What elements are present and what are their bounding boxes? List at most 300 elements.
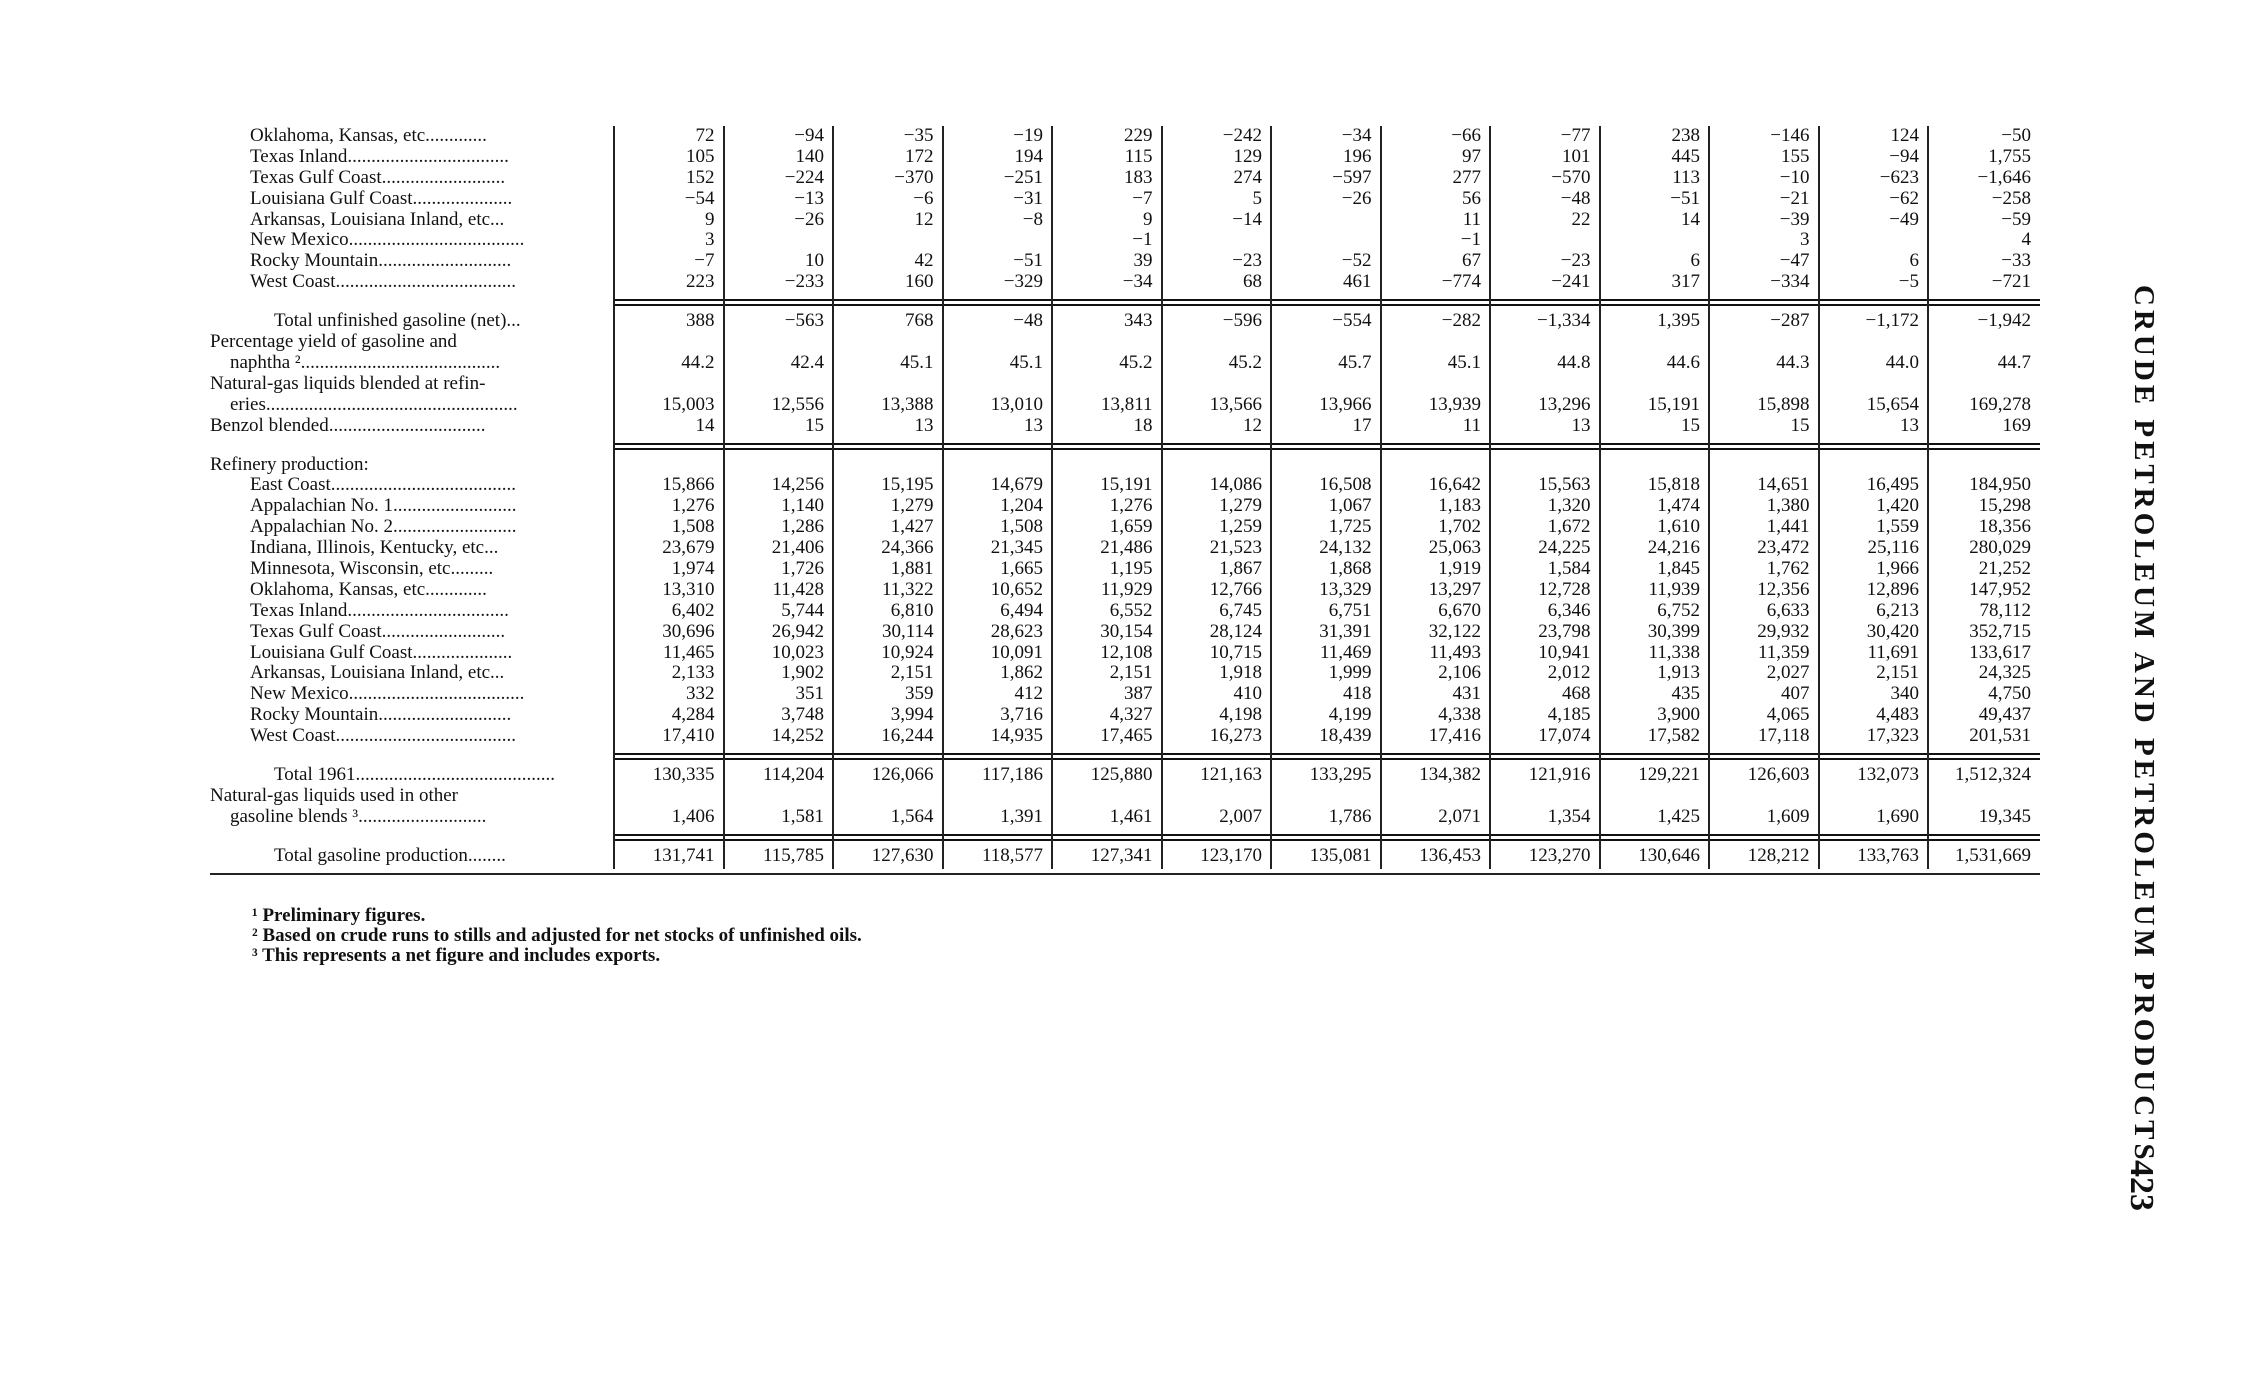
table-cell: 201,531 xyxy=(1969,725,2031,747)
table-cell: −51 xyxy=(1670,187,1700,209)
table-cell: 14,651 xyxy=(1757,474,1810,496)
table-cell: 16,273 xyxy=(1209,725,1262,747)
table-cell: 11 xyxy=(1462,208,1481,230)
row-label xyxy=(210,786,610,828)
table-cell: 6,402 xyxy=(671,599,715,621)
table-cell: 25,063 xyxy=(1428,537,1481,559)
row-label-text: Texas Gulf Coast.......................... xyxy=(250,621,506,642)
table-cell: 2,133 xyxy=(671,662,715,684)
table-cell: 1,919 xyxy=(1438,557,1481,579)
table-cell: −21 xyxy=(1779,187,1810,209)
table-cell: −54 xyxy=(684,187,715,209)
table-cell: 114,204 xyxy=(762,763,824,785)
table-cell: 155 xyxy=(1781,145,1810,167)
table-cell: 445 xyxy=(1671,145,1700,167)
table-cell: 410 xyxy=(1233,683,1262,705)
row-label-text: New Mexico..................................... xyxy=(250,230,525,251)
table-cell: 1,286 xyxy=(781,516,824,538)
table-cell: 1,672 xyxy=(1547,516,1591,538)
footnotes xyxy=(252,906,862,966)
table-cell: 72 xyxy=(695,125,715,146)
table-cell: 280,029 xyxy=(1969,537,2031,559)
column-rule xyxy=(1599,126,1601,869)
table-cell: −570 xyxy=(1551,166,1591,188)
table-cell: 24,216 xyxy=(1647,537,1700,559)
row-label xyxy=(210,559,610,580)
table-cell: −47 xyxy=(1779,250,1810,272)
table-cell: 18,439 xyxy=(1319,725,1372,747)
table-cell: 14,256 xyxy=(771,474,824,496)
table-row xyxy=(210,332,2040,374)
row-label-text: Benzol blended................................. xyxy=(210,415,486,436)
table-cell: 125,880 xyxy=(1090,763,1153,785)
table-row xyxy=(210,374,2040,416)
table-cell: 44.3 xyxy=(1776,351,1810,373)
table-cell: 1,868 xyxy=(1328,557,1372,579)
table-cell: 13 xyxy=(1571,414,1591,436)
footnote-3: ³ This represents a net figure and includes exports. xyxy=(252,945,661,966)
table-cell: 45.2 xyxy=(1119,351,1153,373)
table-cell: 131,741 xyxy=(652,844,715,866)
table-cell: 1,183 xyxy=(1438,495,1481,517)
table-cell: 13 xyxy=(1900,414,1919,436)
table-cell: 49,437 xyxy=(1978,704,2031,726)
column-rule xyxy=(1380,126,1382,869)
table-cell: −251 xyxy=(1003,166,1043,188)
table-cell: 13,310 xyxy=(662,578,715,600)
table-cell: 1,276 xyxy=(1109,495,1153,517)
table-cell: 2,027 xyxy=(1766,662,1810,684)
column-rule xyxy=(1161,126,1163,869)
table-cell: 15,191 xyxy=(1647,393,1700,415)
table-cell: 359 xyxy=(905,683,934,705)
table-cell: 1,508 xyxy=(1000,516,1043,538)
table-cell: 10 xyxy=(805,250,824,272)
table-cell: 169 xyxy=(2002,414,2031,436)
table-cell: 130,335 xyxy=(652,763,715,785)
table-cell: 123,270 xyxy=(1528,844,1591,866)
table-cell: 468 xyxy=(1562,683,1591,705)
table-row xyxy=(210,846,2040,867)
data-table xyxy=(210,126,2040,867)
table-cell: 13 xyxy=(1024,414,1043,436)
table-cell: −8 xyxy=(1022,208,1043,230)
table-cell: 4,065 xyxy=(1766,704,1810,726)
table-cell: −50 xyxy=(2001,125,2031,146)
row-label xyxy=(210,311,610,332)
table-cell: −334 xyxy=(1770,271,1810,293)
table-row xyxy=(210,663,2040,684)
table-cell: 128,212 xyxy=(1747,844,1810,866)
row-label-text: Indiana, Illinois, Kentucky, etc... xyxy=(250,538,499,559)
table-cell: 407 xyxy=(1781,683,1810,705)
table-cell: 11,428 xyxy=(772,578,824,600)
table-cell: −31 xyxy=(1013,187,1043,209)
page-number-text: 423 xyxy=(2123,1160,2160,1211)
table-cell: 45.2 xyxy=(1228,351,1262,373)
table-cell: 135,081 xyxy=(1309,844,1372,866)
table-cell: 117,186 xyxy=(981,763,1043,785)
table-cell: 1,755 xyxy=(1988,145,2031,167)
table-cell: 10,091 xyxy=(990,641,1043,663)
row-label xyxy=(210,538,610,559)
table-cell: 24,366 xyxy=(881,537,934,559)
table-cell: 23,798 xyxy=(1538,620,1591,642)
table-cell: 1,584 xyxy=(1547,557,1591,579)
row-label-text: Rocky Mountain............................ xyxy=(250,251,512,272)
table-cell: 3,748 xyxy=(781,704,824,726)
page-number xyxy=(2060,1160,2180,1240)
table-cell: 1,659 xyxy=(1109,516,1153,538)
table-cell: 6,494 xyxy=(1000,599,1043,621)
table-cell: 238 xyxy=(1671,125,1700,146)
table-cell: 118,577 xyxy=(981,844,1043,866)
table-cell: 1,279 xyxy=(890,495,934,517)
table-cell: 3,716 xyxy=(1000,704,1043,726)
table-cell: 3,900 xyxy=(1657,704,1700,726)
table-cell: 2,012 xyxy=(1547,662,1591,684)
row-label-text: Texas Inland.................................. xyxy=(250,146,509,167)
table-cell: 11 xyxy=(1462,414,1481,436)
table-cell: 2,071 xyxy=(1438,805,1481,827)
table-cell: 44.6 xyxy=(1666,351,1700,373)
table-cell: 1,195 xyxy=(1109,557,1153,579)
table-cell xyxy=(725,230,835,251)
table-cell: 30,420 xyxy=(1866,620,1919,642)
table-cell: 277 xyxy=(1452,166,1481,188)
running-title xyxy=(2060,285,2180,1164)
table-cell: 1,391 xyxy=(1000,805,1043,827)
row-label xyxy=(210,663,610,684)
column-rule xyxy=(832,126,834,869)
table-cell xyxy=(1163,230,1273,251)
table-cell: 14,086 xyxy=(1209,474,1262,496)
table-row xyxy=(210,705,2040,726)
table-row xyxy=(210,168,2040,189)
table-cell: 11,465 xyxy=(662,641,715,663)
row-label-text: Texas Inland.................................. xyxy=(250,600,509,621)
table-cell: 124 xyxy=(1890,125,1919,146)
column-rule xyxy=(942,126,944,869)
table-cell: −34 xyxy=(1341,125,1372,146)
table-cell: −59 xyxy=(2001,208,2031,230)
table-cell: 121,916 xyxy=(1528,763,1591,785)
row-label xyxy=(210,580,610,601)
table-cell: −66 xyxy=(1451,125,1481,146)
table-cell: 184,950 xyxy=(1969,474,2031,496)
row-label-text: Appalachian No. 2.......................... xyxy=(250,517,517,538)
table-row xyxy=(210,765,2040,786)
table-cell: 147,952 xyxy=(1969,578,2031,600)
table-cell: 435 xyxy=(1671,683,1700,705)
table-row xyxy=(210,517,2040,538)
table-cell: −5 xyxy=(1898,271,1919,293)
table-cell: 196 xyxy=(1343,145,1372,167)
table-row xyxy=(210,580,2040,601)
table-cell: 1,259 xyxy=(1219,516,1262,538)
table-cell: 16,642 xyxy=(1428,474,1481,496)
table-row xyxy=(210,311,2040,332)
table-cell: 1,966 xyxy=(1876,557,1919,579)
table-cell: 101 xyxy=(1562,145,1591,167)
row-label-text: Louisiana Gulf Coast..................... xyxy=(250,188,513,209)
table-cell: 1,762 xyxy=(1766,557,1810,579)
row-label xyxy=(210,517,610,538)
table-cell: 12,356 xyxy=(1757,578,1810,600)
table-cell: −597 xyxy=(1332,166,1372,188)
table-cell: 30,154 xyxy=(1100,620,1153,642)
table-cell: 12 xyxy=(1243,414,1262,436)
table-cell: 768 xyxy=(905,310,934,332)
table-cell: 17,582 xyxy=(1647,725,1700,747)
table-cell: −329 xyxy=(1003,271,1043,293)
group-separator xyxy=(210,747,2040,765)
table-cell: −33 xyxy=(2001,250,2031,272)
table-cell: 6,213 xyxy=(1876,599,1919,621)
table-cell: −563 xyxy=(784,310,824,332)
table-cell xyxy=(1272,210,1382,231)
table-cell: −23 xyxy=(1232,250,1262,272)
row-label-text: West Coast...................................... xyxy=(250,726,517,747)
table-cell: 418 xyxy=(1343,683,1372,705)
table-cell: 30,114 xyxy=(881,620,934,642)
row-label xyxy=(210,622,610,643)
table-cell: 9 xyxy=(705,208,715,230)
table-cell: −282 xyxy=(1441,310,1481,332)
table-row xyxy=(210,230,2040,251)
table-cell: 4,198 xyxy=(1219,704,1262,726)
table-cell: 23,472 xyxy=(1757,537,1810,559)
row-label-text: Oklahoma, Kansas, etc............. xyxy=(250,126,487,146)
table-cell: 15 xyxy=(1681,414,1700,436)
table-cell: 130,646 xyxy=(1638,844,1700,866)
table-row xyxy=(210,496,2040,517)
table-cell: −35 xyxy=(903,125,934,146)
table-cell: 2,151 xyxy=(890,662,934,684)
table-cell: 6,745 xyxy=(1219,599,1262,621)
table-cell: −51 xyxy=(1013,250,1043,272)
table-cell: −26 xyxy=(794,208,824,230)
table-cell: 15,003 xyxy=(662,393,715,415)
table-cell: 1,204 xyxy=(1000,495,1043,517)
table-cell: 133,295 xyxy=(1309,763,1372,785)
row-label-text: Total 1961.......................................... xyxy=(274,764,556,785)
table-cell: 5 xyxy=(1252,187,1262,209)
table-cell: 97 xyxy=(1462,145,1481,167)
table-cell: −77 xyxy=(1560,125,1591,146)
table-cell: 13,297 xyxy=(1428,578,1481,600)
table-row xyxy=(210,272,2040,293)
row-label-text: Natural-gas liquids blended at refin- xyxy=(210,373,486,394)
table-row xyxy=(210,416,2040,437)
table-cell: 1,380 xyxy=(1766,495,1810,517)
table-cell: 1,508 xyxy=(671,516,715,538)
table-cell: −7 xyxy=(694,250,715,272)
table-cell: 10,652 xyxy=(990,578,1043,600)
table-cell: −258 xyxy=(1991,187,2031,209)
table-cell: 127,341 xyxy=(1090,844,1153,866)
table-cell: 42 xyxy=(914,250,934,272)
table-cell: 1,690 xyxy=(1876,805,1919,827)
column-rule xyxy=(613,126,615,869)
table-cell: 13,329 xyxy=(1319,578,1372,600)
row-label-text: West Coast...................................... xyxy=(250,272,517,293)
table-cell: 16,495 xyxy=(1866,474,1919,496)
table-cell: 23,679 xyxy=(662,537,715,559)
column-rule xyxy=(1270,126,1272,869)
table-cell: −1,334 xyxy=(1537,310,1591,332)
table-cell: 14 xyxy=(1681,208,1700,230)
table-cell: 1,406 xyxy=(671,805,715,827)
row-label xyxy=(210,601,610,622)
table-cell: 56 xyxy=(1462,187,1481,209)
table-cell xyxy=(1601,230,1711,251)
table-row xyxy=(210,538,2040,559)
row-label-text: Louisiana Gulf Coast..................... xyxy=(250,642,513,663)
table-cell: 1,725 xyxy=(1328,516,1372,538)
table-cell: 39 xyxy=(1133,250,1153,272)
table-cell: 18,356 xyxy=(1978,516,2031,538)
table-cell: 1,559 xyxy=(1876,516,1919,538)
table-row xyxy=(210,726,2040,747)
table-cell: 29,932 xyxy=(1757,620,1810,642)
table-cell: 12,766 xyxy=(1209,578,1262,600)
table-cell: 3 xyxy=(705,229,715,251)
table-cell: 16,508 xyxy=(1319,474,1372,496)
table-cell: 12 xyxy=(914,208,934,230)
table-row xyxy=(210,684,2040,705)
table-cell: 1,279 xyxy=(1219,495,1262,517)
table-cell: −1,942 xyxy=(1977,310,2031,332)
row-label xyxy=(210,251,610,272)
table-cell: 10,924 xyxy=(881,641,934,663)
table-cell: −34 xyxy=(1122,271,1153,293)
table-cell: 3 xyxy=(1800,229,1810,251)
table-cell: 10,941 xyxy=(1538,641,1591,663)
table-cell: 412 xyxy=(1014,683,1043,705)
table-cell: 10,023 xyxy=(771,641,824,663)
table-cell: −48 xyxy=(1560,187,1591,209)
table-cell: 15,191 xyxy=(1100,474,1153,496)
row-label-text: Natural-gas liquids used in other xyxy=(210,785,459,806)
table-cell: 1,276 xyxy=(671,495,715,517)
table-cell: 2,106 xyxy=(1438,662,1481,684)
table-row xyxy=(210,251,2040,272)
table-cell: 13,296 xyxy=(1538,393,1591,415)
table-cell: 6,633 xyxy=(1766,599,1810,621)
row-label xyxy=(210,189,610,210)
table-cell: 1,881 xyxy=(890,557,934,579)
table-cell xyxy=(1272,230,1382,251)
table-cell xyxy=(1491,230,1601,251)
table-cell: 12,108 xyxy=(1100,641,1153,663)
table-cell: 343 xyxy=(1124,310,1153,332)
table-cell: 21,523 xyxy=(1209,537,1262,559)
table-cell: 15,866 xyxy=(662,474,715,496)
table-cell: 1,140 xyxy=(781,495,824,517)
column-rule xyxy=(1489,126,1491,869)
table-row xyxy=(210,189,2040,210)
table-cell: 6 xyxy=(1909,250,1919,272)
table-cell: 4,338 xyxy=(1438,704,1481,726)
table-cell: 30,696 xyxy=(662,620,715,642)
row-label-continuation: eries..................................................... xyxy=(230,394,518,415)
table-cell: 194 xyxy=(1014,145,1043,167)
row-label-text: Minnesota, Wisconsin, etc......... xyxy=(250,558,494,579)
table-cell: −62 xyxy=(1889,187,1919,209)
table-cell: 1,427 xyxy=(890,516,934,538)
table-row xyxy=(210,475,2040,496)
table-cell: 317 xyxy=(1671,271,1700,293)
table-cell: −721 xyxy=(1991,271,2031,293)
table-cell: 461 xyxy=(1343,271,1372,293)
table-row xyxy=(210,601,2040,622)
row-label xyxy=(210,272,610,293)
table-cell: 1,913 xyxy=(1657,662,1700,684)
table-cell: 16,244 xyxy=(881,725,934,747)
table-cell: 15 xyxy=(1790,414,1810,436)
table-cell: −596 xyxy=(1222,310,1262,332)
table-cell xyxy=(834,230,944,251)
table-cell: 2,151 xyxy=(1876,662,1919,684)
table-cell: 22 xyxy=(1571,208,1591,230)
section-header-label: Refinery production: xyxy=(210,454,369,475)
row-label xyxy=(210,726,610,747)
table-cell: 1,867 xyxy=(1219,557,1262,579)
row-label-text: New Mexico..................................... xyxy=(250,684,525,705)
table-cell: 133,617 xyxy=(1969,641,2031,663)
table-cell: 1,902 xyxy=(781,662,824,684)
table-cell: −1,646 xyxy=(1977,166,2031,188)
table-row xyxy=(210,147,2040,168)
table-cell: −146 xyxy=(1770,125,1810,146)
table-cell: 13,010 xyxy=(990,393,1043,415)
table-cell: 28,124 xyxy=(1209,620,1262,642)
table-cell: 172 xyxy=(905,145,934,167)
table-cell: 12,728 xyxy=(1538,578,1591,600)
row-label-continuation: gasoline blends ³........................... xyxy=(230,806,487,827)
table-cell: −774 xyxy=(1441,271,1481,293)
table-cell: 1,067 xyxy=(1328,495,1372,517)
table-cell: −241 xyxy=(1551,271,1591,293)
table-cell: 24,132 xyxy=(1319,537,1372,559)
table-cell: 133,763 xyxy=(1857,844,1919,866)
table-cell: 340 xyxy=(1890,683,1919,705)
table-cell: 4,199 xyxy=(1328,704,1372,726)
table-cell: 223 xyxy=(686,271,715,293)
row-label-text: Oklahoma, Kansas, etc............. xyxy=(250,579,487,600)
column-rule xyxy=(1051,126,1053,869)
table-cell: 25,116 xyxy=(1867,537,1919,559)
group-separator xyxy=(210,437,2040,455)
table-cell: 24,225 xyxy=(1538,537,1591,559)
table-cell: 17,074 xyxy=(1538,725,1591,747)
table-cell: 5,744 xyxy=(781,599,824,621)
table-cell: 1,665 xyxy=(1000,557,1043,579)
table-cell: 13,388 xyxy=(881,393,934,415)
table-cell: 14,679 xyxy=(990,474,1043,496)
row-label xyxy=(210,210,610,231)
row-label xyxy=(210,496,610,517)
table-cell: 1,610 xyxy=(1657,516,1700,538)
row-label-text: Arkansas, Louisiana Inland, etc... xyxy=(250,663,505,684)
table-cell: 6 xyxy=(1690,250,1700,272)
table-row xyxy=(210,559,2040,580)
table-row xyxy=(210,210,2040,231)
row-label xyxy=(210,643,610,664)
row-label xyxy=(210,705,610,726)
table-cell: 44.8 xyxy=(1557,351,1591,373)
